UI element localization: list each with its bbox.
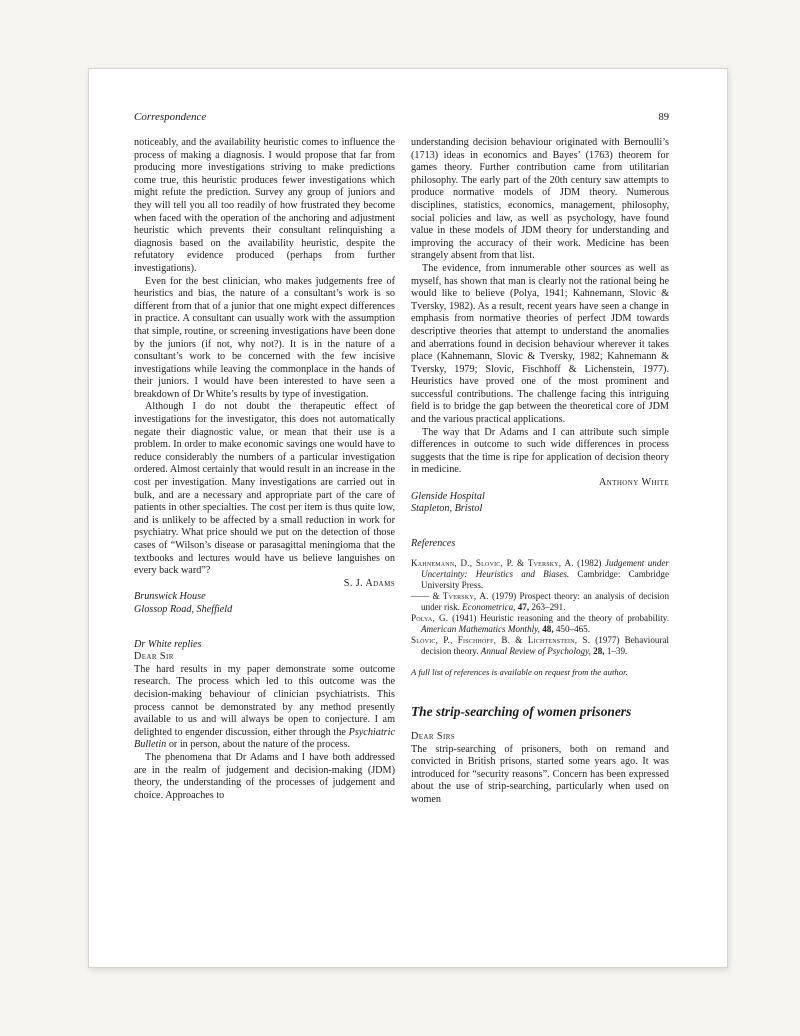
adams-address (134, 591, 395, 616)
adams-paragraph-1: noticeably, and the availability heuristic comes to influence the process of making a diagnosis. I would propose that far from producing more investigations striving to make predictions come true, this heuristic produces fewer investigations which might refute the prediction. Survey any group of juniors and they will tell you all too readily of how frustrated they become when faced with the operation of the anchoring and adjustment heuristic which prevents their consultant relinquishing a diagnosis based on the availability heuristic, despite the refutatory evidence produced (perhaps from further investigations). (134, 137, 395, 274)
white-signature: Anthony White (598, 477, 669, 489)
page-header (134, 111, 669, 124)
white-reply-paragraph-4: The evidence, from innumerable other sources as well as myself, has shown that man is clearly not the rational being he would like to believe (Polya, 1941; Kahnemann, Slovic & Tversky, 1982). As a result, recent years have seen a change in emphasis from normative theories of perfect JDM towards descriptive theories that attempt to understand the anomalies and aberrations found in decision behaviour wherever it takes place (Kahnemann, Slovic & Tversky, 1982; Kahnemann & Tversky, 1979; Slovic, Fischhoff & Lichenstein, 1977). Heuristics have proved one of the most prominent and successful contributions. The challenge facing this intriguing field is to bridge the gap between the theoretical core of JDM and the various practical applications. (411, 262, 669, 426)
next-letter-paragraph-1: The strip-searching of prisoners, both on remand and convicted in British prisons, started some years ago. It was introduced for “security reasons”. Concern has been expressed about the use of strip-searching, particularly when used on women (411, 743, 669, 805)
running-head: Correspondence (134, 111, 207, 123)
next-letter-title: The strip-searching of women prisoners (411, 703, 632, 719)
white-address-line-2: Stapleton, Bristol (411, 503, 483, 515)
white-address-line-1: Glenside Hospital (411, 490, 485, 502)
page-number: 89 (658, 112, 669, 123)
adams-address-line-1: Brunswick House (134, 591, 206, 603)
right-column (411, 137, 669, 806)
adams-address-line-2: Glossop Road, Sheffield (134, 603, 233, 615)
white-reply-paragraph-2: The phenomena that Dr Adams and I have both addressed are in the realm of judgement and decision-making (JDM) theory, the understanding of the processes of judgement and choice. Approaches to (134, 751, 395, 801)
adams-paragraph-3: Although I do not doubt the therapeutic effect of investigations for the investigator, this does not automatically negate their diagnostic value, or mean that their use is a problem. In order to make economic savings one would have to reduce considerably the numbers of a particular investigation ordered. Almost certainly that would result in an increase in the cost per investigation. Many investigations are carried out in bulk, and are a necessary and appropriate part of the care of patients in other specialties. The cost per item is thus quite low, and is unlikely to be affected by a small reduction in work for psychiatry. What price should we put on the detection of those cases of “Wilson’s disease or parasagittal meningioma that the textbooks and lectures would have us believe languishes on every back ward”? (134, 401, 395, 577)
adams-paragraph-2: Even for the best clinician, who makes judgements free of heuristics and bias, the nature of a consultant’s work is so different from that of a junior that one might expect differences in practice. A consultant can usually work with the assumption that simple, routine, or screening investigations have been done by the juniors (if not, why not?). It is in the nature of a consultant’s work to be concerned with the few incisive investigations while leaving the commonplace in the hands of their juniors. I would have been interested to have seen a breakdown of Dr White’s results by type of investigation. (134, 275, 395, 400)
adams-signature: S. J. Adams (343, 577, 395, 589)
left-column (134, 137, 395, 806)
reply-salutation: Dear Sir (134, 651, 174, 663)
references-heading: References (411, 537, 456, 549)
references-availability-note: A full list of references is available on request from the author. (411, 667, 628, 678)
white-reply-paragraph-3: understanding decision behaviour originated with Bernoulli’s (1713) ideas in economics and Bayes’ (1763) theorem for games theory. Further contribution came from utilitarian philosophy. The early part of the 20th century saw attempts to produce normative models of JDM theory. Numerous disciplines, statistics, economics, management, philosophy, social policies and law, as well as psychology, have found value in these models of JDM theory for understanding and improving the accuracy of their work. Medicine has been strangely absent from that list. (411, 137, 669, 262)
reply-heading: Dr White replies (134, 638, 202, 650)
next-letter-salutation: Dear Sirs (411, 730, 456, 742)
journal-page (88, 68, 728, 968)
two-column-layout (134, 137, 669, 806)
white-reply-paragraph-5: The way that Dr Adams and I can attribute such simple differences in outcome to such wide differences in process suggests that the time is ripe for application of decision theory in medicine. (411, 426, 669, 476)
white-reply-paragraph-1: The hard results in my paper demonstrate some outcome research. The process which led to this outcome was the decision-making behaviour of clinician psychiatrists. This process cannot be demonstrated by any method presently available to us and will always be open to conjecture. I am delighted to engender discussion, either through the Psychiatric Bulletin or in person, about the nature of the process. (134, 663, 395, 751)
white-address (411, 491, 669, 516)
reference-entry: Slovic, P., Fischhoff, B. & Lichtenstein, S. (1977) Behavioural decision theory. Annual Review of Psychology, 28, 1–39. (411, 635, 670, 657)
reference-entry: Polya, G. (1941) Heuristic reasoning and the theory of probability. American Mathematics Monthly, 48, 450–465. (411, 613, 669, 635)
reference-entry: —— & Tversky, A. (1979) Prospect theory: an analysis of decision under risk. Econometrica, 47, 263–291. (411, 591, 669, 613)
reference-entry: Kahnemann, D., Slovic, P. & Tversky, A. (1982) Judgement under Uncertainty: Heuristics and Biases. Cambridge: Cambridge University Press. (411, 558, 670, 591)
